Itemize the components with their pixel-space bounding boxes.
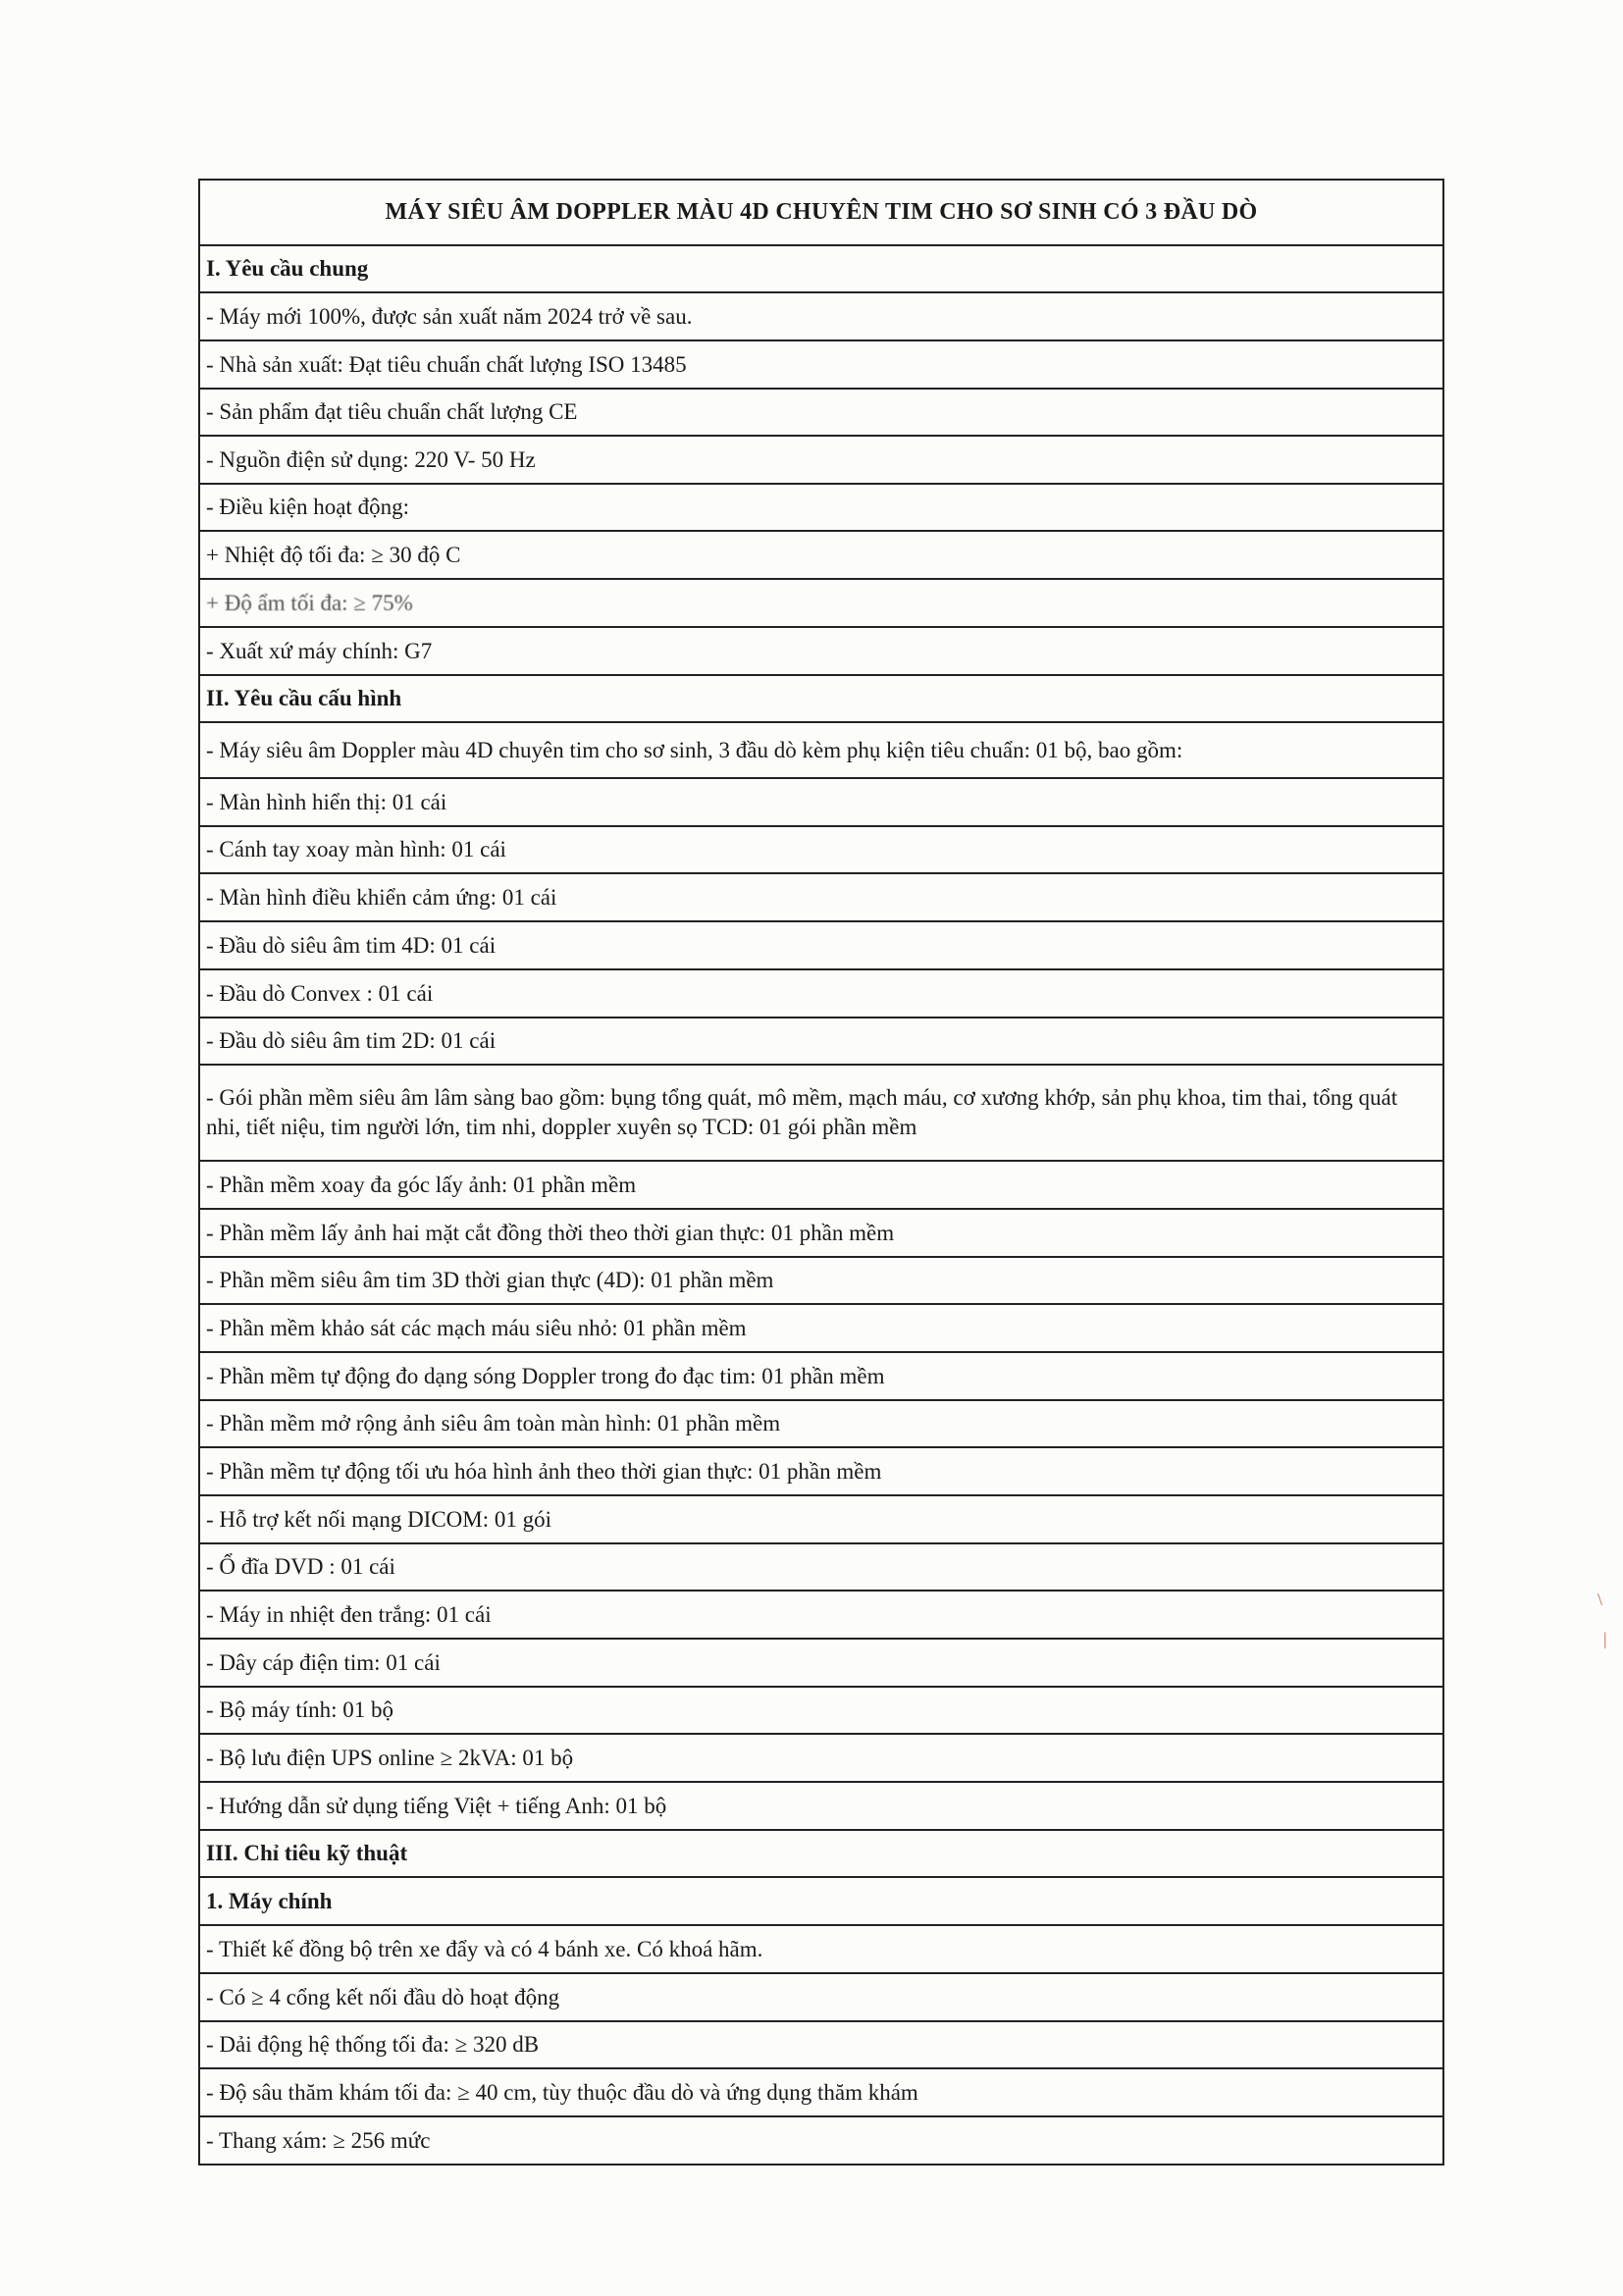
row-text: - Đầu dò siêu âm tim 2D: 01 cái [206,1028,497,1054]
table-row [200,1640,1442,1688]
table-row [200,341,1442,390]
row-text: - Máy in nhiệt đen trắng: 01 cái [206,1601,492,1627]
row-text: - Thang xám: ≥ 256 mức [206,2127,431,2153]
table-row [200,1018,1442,1066]
row-text: - Hỗ trợ kết nối mạng DICOM: 01 gói [206,1506,552,1532]
section-heading-row [200,246,1442,293]
row-text: - Cánh tay xoay màn hình: 01 cái [206,837,506,862]
table-row [200,1688,1442,1735]
row-text: - Sản phẩm đạt tiêu chuẩn chất lượng CE [206,399,578,425]
table-row [200,874,1442,922]
row-text: - Gói phần mềm siêu âm lâm sàng bao gồm: bụng tổng quát, mô mềm, mạch máu, cơ xương khớp, sản phụ khoa, tim thai, tổng quát nhi, tiết niệu, tim người lớn, tim nhi, doppler xuyên sọ TCD: 01 gói phần mềm [206,1085,1398,1139]
spec-table [198,179,1444,2166]
row-text: + Độ ẩm tối đa: ≥ 75% [206,590,413,615]
row-text: - Dải động hệ thống tối đa: ≥ 320 dB [206,2032,540,2058]
row-text: - Nguồn điện sử dụng: 220 V- 50 Hz [206,446,536,472]
table-row [200,485,1442,532]
table-row [200,1066,1442,1162]
table-row [200,1401,1442,1448]
section-heading: II. Yêu cầu cấu hình [206,686,402,711]
section-heading-row [200,1878,1442,1926]
table-row [200,1162,1442,1210]
table-row [200,1258,1442,1305]
table-row [200,723,1442,779]
margin-mark: \ [1597,1590,1603,1609]
row-text: - Phần mềm tự động tối ưu hóa hình ảnh theo thời gian thực: 01 phần mềm [206,1458,882,1484]
row-text: - Phần mềm siêu âm tim 3D thời gian thực (4D): 01 phần mềm [206,1268,774,1293]
table-row [200,779,1442,827]
row-text: - Đầu dò siêu âm tim 4D: 01 cái [206,932,497,958]
table-row [200,1210,1442,1258]
row-text: - Phần mềm tự động đo dạng sóng Doppler trong đo đạc tim: 01 phần mềm [206,1363,885,1388]
section-heading-row [200,1831,1442,1878]
table-row [200,827,1442,874]
row-text: - Phần mềm khảo sát các mạch máu siêu nhỏ: 01 phần mềm [206,1315,747,1340]
row-text: - Thiết kế đồng bộ trên xe đẩy và có 4 bánh xe. Có khoá hãm. [206,1936,763,1961]
table-row [200,1353,1442,1401]
table-title: MÁY SIÊU ÂM DOPPLER MÀU 4D CHUYÊN TIM CHO SƠ SINH CÓ 3 ĐẦU DÒ [385,198,1258,225]
table-row [200,2117,1442,2166]
row-text: - Máy siêu âm Doppler màu 4D chuyên tim cho sơ sinh, 3 đầu dò kèm phụ kiện tiêu chuẩn: 01 bộ, bao gồm: [206,737,1183,762]
table-row [200,1592,1442,1640]
row-text: - Ổ đĩa DVD : 01 cái [206,1554,395,1580]
table-row [200,1544,1442,1592]
table-row [200,1926,1442,1974]
table-row [200,532,1442,580]
table-row [200,1974,1442,2022]
table-row [200,390,1442,437]
row-text: + Nhiệt độ tối đa: ≥ 30 độ C [206,542,461,567]
table-row [200,1735,1442,1783]
row-text: - Phần mềm lấy ảnh hai mặt cắt đồng thời theo thời gian thực: 01 phần mềm [206,1220,895,1245]
row-text: - Phần mềm xoay đa góc lấy ảnh: 01 phần mềm [206,1172,637,1197]
row-text: - Máy mới 100%, được sản xuất năm 2024 trở về sau. [206,303,693,329]
row-text: - Bộ máy tính: 01 bộ [206,1697,394,1723]
row-text: - Dây cáp điện tim: 01 cái [206,1649,441,1675]
table-row [200,1305,1442,1353]
row-text: - Độ sâu thăm khám tối đa: ≥ 40 cm, tùy thuộc đầu dò và ứng dụng thăm khám [206,2079,918,2105]
section-heading: 1. Máy chính [206,1888,333,1913]
table-row [200,437,1442,485]
section-heading: I. Yêu cầu chung [206,256,369,282]
table-row [200,1783,1442,1831]
table-row [200,922,1442,970]
row-text: - Đầu dò Convex : 01 cái [206,980,434,1006]
table-row [200,970,1442,1018]
table-body [200,246,1442,2166]
table-row [200,2069,1442,2117]
table-row [200,1448,1442,1496]
table-row [200,580,1442,628]
row-text: - Có ≥ 4 cổng kết nối đầu dò hoạt động [206,1984,560,2009]
table-title-row [200,181,1442,246]
row-text: - Bộ lưu điện UPS online ≥ 2kVA: 01 bộ [206,1745,574,1770]
table-row [200,293,1442,341]
section-heading: III. Chỉ tiêu kỹ thuật [206,1841,408,1866]
row-text: - Hướng dẫn sử dụng tiếng Việt + tiếng Anh: 01 bộ [206,1793,667,1818]
section-heading-row [200,676,1442,723]
row-text: - Màn hình điều khiển cảm ứng: 01 cái [206,884,557,910]
row-text: - Phần mềm mở rộng ảnh siêu âm toàn màn hình: 01 phần mềm [206,1411,781,1436]
margin-mark: | [1603,1629,1607,1648]
table-row [200,1496,1442,1544]
table-row [200,628,1442,676]
row-text: - Nhà sản xuất: Đạt tiêu chuẩn chất lượng ISO 13485 [206,351,687,377]
row-text: - Điều kiện hoạt động: [206,495,409,520]
table-row [200,2022,1442,2069]
row-text: - Xuất xứ máy chính: G7 [206,638,433,663]
row-text: - Màn hình hiển thị: 01 cái [206,789,447,814]
